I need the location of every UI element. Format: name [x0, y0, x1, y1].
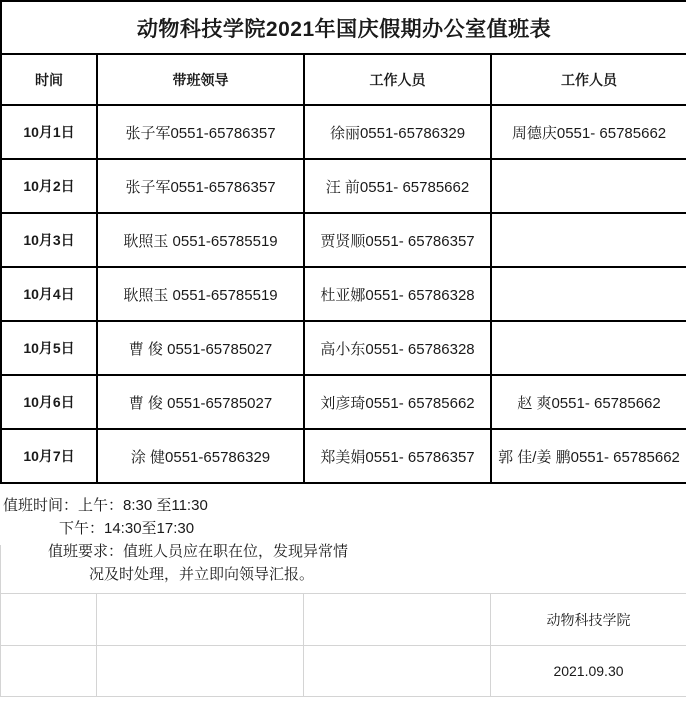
cell-staff-2 [491, 159, 686, 213]
cell-staff-2 [491, 213, 686, 267]
cell-staff-2: 周德庆0551- 65785662 [491, 105, 686, 159]
cell-leader: 曹 俊 0551-65785027 [97, 321, 304, 375]
cell-staff-1: 徐丽0551-65786329 [304, 105, 491, 159]
cell-date: 10月2日 [1, 159, 97, 213]
cell-date: 10月4日 [1, 267, 97, 321]
table-header-row [1, 54, 686, 105]
note-duty-requirement-line-1: 值班要求：值班人员应在职在位，发现异常情 [48, 543, 349, 560]
cell-leader: 张子军0551-65786357 [97, 159, 304, 213]
empty-cell [1, 594, 97, 646]
cell-date: 10月6日 [1, 375, 97, 429]
signature-grid [0, 593, 686, 697]
signature-date: 2021.09.30 [491, 646, 686, 697]
table-row [1, 321, 686, 375]
duty-notes [0, 489, 686, 593]
cell-staff-1: 汪 前0551- 65785662 [304, 159, 491, 213]
empty-cell [1, 646, 97, 697]
cell-date: 10月7日 [1, 429, 97, 483]
col-header-leader: 带班领导 [97, 54, 304, 105]
table-row [1, 375, 686, 429]
note-duty-time-morning: 值班时间：上午：8:30 至11:30 [3, 497, 208, 514]
cell-leader: 耿照玉 0551-65785519 [97, 213, 304, 267]
cell-date: 10月1日 [1, 105, 97, 159]
cell-staff-1: 杜亚娜0551- 65786328 [304, 267, 491, 321]
table-row [1, 213, 686, 267]
cell-staff-2 [491, 321, 686, 375]
cell-leader: 曹 俊 0551-65785027 [97, 375, 304, 429]
title-row [1, 1, 686, 54]
table-row [1, 159, 686, 213]
cell-leader: 耿照玉 0551-65785519 [97, 267, 304, 321]
cell-staff-2: 赵 爽0551- 65785662 [491, 375, 686, 429]
cell-staff-2: 郭 佳/姜 鹏0551- 65785662 [491, 429, 686, 483]
note-duty-requirement-line-2: 况及时处理，并立即向领导汇报。 [89, 566, 315, 583]
cell-leader: 涂 健0551-65786329 [97, 429, 304, 483]
cell-staff-1: 郑美娟0551- 65786357 [304, 429, 491, 483]
col-header-staff-1: 工作人员 [304, 54, 491, 105]
empty-cell [97, 594, 304, 646]
table-row [1, 105, 686, 159]
cell-date: 10月5日 [1, 321, 97, 375]
signature-org: 动物科技学院 [491, 594, 686, 646]
cell-staff-1: 刘彦琦0551- 65785662 [304, 375, 491, 429]
signature-row-date [1, 646, 686, 697]
page-title: 动物科技学院2021年国庆假期办公室值班表 [1, 1, 686, 54]
col-header-time: 时间 [1, 54, 97, 105]
cell-staff-1: 贾贤顺0551- 65786357 [304, 213, 491, 267]
empty-cell [97, 646, 304, 697]
table-row [1, 429, 686, 483]
cell-staff-2 [491, 267, 686, 321]
signature-row-org [1, 594, 686, 646]
gridline-fragment [0, 545, 1, 593]
cell-staff-1: 高小东0551- 65786328 [304, 321, 491, 375]
table-row [1, 267, 686, 321]
col-header-staff-2: 工作人员 [491, 54, 686, 105]
empty-cell [304, 646, 491, 697]
cell-leader: 张子军0551-65786357 [97, 105, 304, 159]
cell-date: 10月3日 [1, 213, 97, 267]
note-duty-time-afternoon: 下午：14:30至17:30 [59, 520, 195, 537]
empty-cell [304, 594, 491, 646]
